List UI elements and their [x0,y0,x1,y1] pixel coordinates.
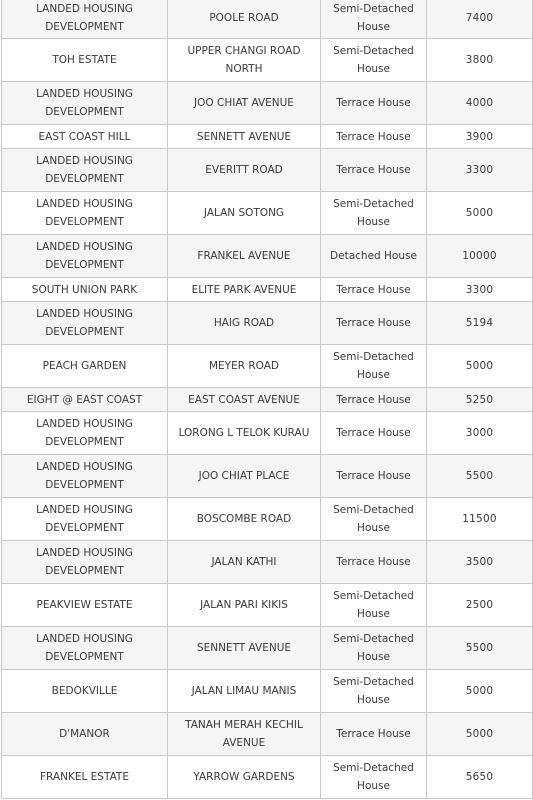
area-cell: 5000 [427,670,533,713]
project-cell: LANDED HOUSING DEVELOPMENT [2,149,168,192]
street-cell: JALAN KATHI [168,541,321,584]
table-row [2,0,533,39]
street-cell: HAIG ROAD [168,302,321,345]
area-cell: 5500 [427,627,533,670]
street-cell: JOO CHIAT AVENUE [168,82,321,125]
project-cell: D'MANOR [2,713,168,756]
street-cell: JALAN PARI KIKIS [168,584,321,627]
project-cell: LANDED HOUSING DEVELOPMENT [2,541,168,584]
area-cell: 7400 [427,0,533,39]
area-cell: 5250 [427,388,533,412]
street-cell: POOLE ROAD [168,0,321,39]
type-cell: Terrace House [321,412,427,455]
area-cell: 3500 [427,541,533,584]
type-cell: Semi-Detached House [321,584,427,627]
area-cell: 5650 [427,756,533,799]
project-cell: PEACH GARDEN [2,345,168,388]
property-table [1,0,533,799]
type-cell: Terrace House [321,388,427,412]
project-cell: LANDED HOUSING DEVELOPMENT [2,302,168,345]
area-cell: 10000 [427,235,533,278]
area-cell: 2500 [427,584,533,627]
project-cell: TOH ESTATE [2,39,168,82]
table-row [2,39,533,82]
type-cell: Detached House [321,235,427,278]
type-cell: Terrace House [321,455,427,498]
type-cell: Semi-Detached House [321,627,427,670]
street-cell: TANAH MERAH KECHIL AVENUE [168,713,321,756]
area-cell: 3800 [427,39,533,82]
street-cell: FRANKEL AVENUE [168,235,321,278]
table-row [2,756,533,799]
area-cell: 5000 [427,192,533,235]
project-cell: BEDOKVILLE [2,670,168,713]
table-row [2,670,533,713]
area-cell: 3000 [427,412,533,455]
type-cell: Terrace House [321,302,427,345]
table-row [2,278,533,302]
table-row [2,455,533,498]
table-row [2,192,533,235]
project-cell: LANDED HOUSING DEVELOPMENT [2,412,168,455]
type-cell: Terrace House [321,713,427,756]
type-cell: Semi-Detached House [321,39,427,82]
table-row [2,149,533,192]
project-cell: LANDED HOUSING DEVELOPMENT [2,498,168,541]
table-row [2,498,533,541]
type-cell: Semi-Detached House [321,345,427,388]
project-cell: LANDED HOUSING DEVELOPMENT [2,235,168,278]
type-cell: Semi-Detached House [321,192,427,235]
project-cell: LANDED HOUSING DEVELOPMENT [2,455,168,498]
project-cell: PEAKVIEW ESTATE [2,584,168,627]
project-cell: SOUTH UNION PARK [2,278,168,302]
type-cell: Semi-Detached House [321,756,427,799]
project-cell: EIGHT @ EAST COAST [2,388,168,412]
area-cell: 3300 [427,149,533,192]
project-cell: LANDED HOUSING DEVELOPMENT [2,192,168,235]
area-cell: 3900 [427,125,533,149]
type-cell: Terrace House [321,149,427,192]
table-row [2,412,533,455]
table-row [2,235,533,278]
street-cell: UPPER CHANGI ROAD NORTH [168,39,321,82]
type-cell: Terrace House [321,125,427,149]
area-cell: 5000 [427,345,533,388]
area-cell: 3300 [427,278,533,302]
street-cell: YARROW GARDENS [168,756,321,799]
project-cell: LANDED HOUSING DEVELOPMENT [2,82,168,125]
property-table-body [2,0,533,799]
project-cell: LANDED HOUSING DEVELOPMENT [2,627,168,670]
street-cell: JALAN SOTONG [168,192,321,235]
street-cell: EVERITT ROAD [168,149,321,192]
street-cell: SENNETT AVENUE [168,125,321,149]
street-cell: EAST COAST AVENUE [168,388,321,412]
type-cell: Terrace House [321,82,427,125]
table-row [2,388,533,412]
table-row [2,82,533,125]
street-cell: SENNETT AVENUE [168,627,321,670]
area-cell: 5500 [427,455,533,498]
street-cell: JOO CHIAT PLACE [168,455,321,498]
street-cell: JALAN LIMAU MANIS [168,670,321,713]
table-row [2,302,533,345]
project-cell: EAST COAST HILL [2,125,168,149]
type-cell: Semi-Detached House [321,670,427,713]
area-cell: 5000 [427,713,533,756]
area-cell: 4000 [427,82,533,125]
type-cell: Semi-Detached House [321,498,427,541]
table-row [2,627,533,670]
type-cell: Terrace House [321,278,427,302]
table-row [2,541,533,584]
project-cell: FRANKEL ESTATE [2,756,168,799]
table-row [2,713,533,756]
street-cell: BOSCOMBE ROAD [168,498,321,541]
area-cell: 11500 [427,498,533,541]
table-row [2,125,533,149]
street-cell: ELITE PARK AVENUE [168,278,321,302]
street-cell: LORONG L TELOK KURAU [168,412,321,455]
table-row [2,584,533,627]
area-cell: 5194 [427,302,533,345]
street-cell: MEYER ROAD [168,345,321,388]
project-cell: LANDED HOUSING DEVELOPMENT [2,0,168,39]
table-row [2,345,533,388]
type-cell: Terrace House [321,541,427,584]
type-cell: Semi-Detached House [321,0,427,39]
